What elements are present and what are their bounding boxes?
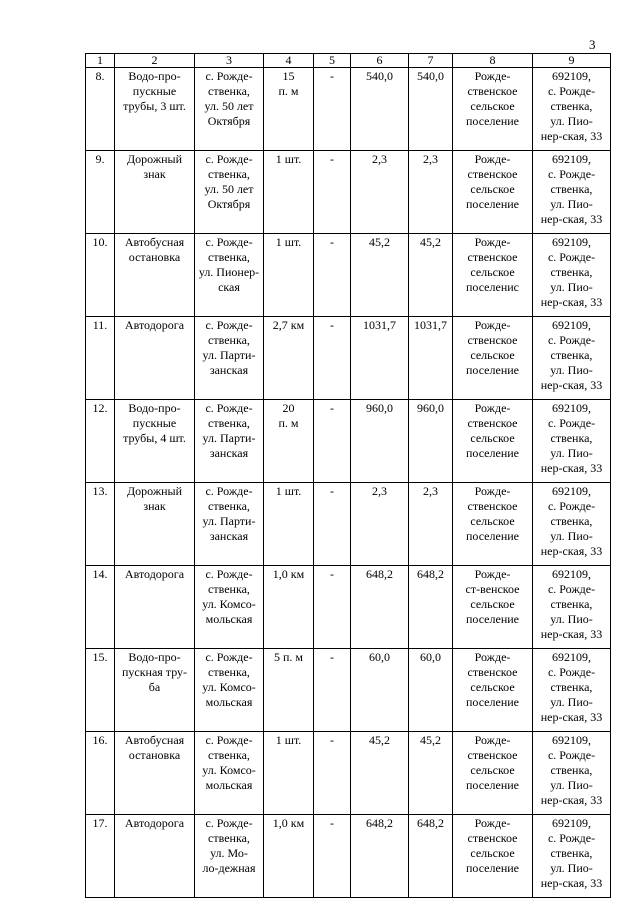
address-cell: 692109, с. Рожде- ственка, ул. Пио- нер-ская, 33 <box>533 68 611 151</box>
holder-cell: Рожде- ственское сельское поселение <box>453 649 533 732</box>
table-row <box>86 234 611 317</box>
location-cell: с. Рожде- ственка, ул. Мо- ло-дежная <box>195 815 264 898</box>
column-6-value-cell: 60,0 <box>351 649 409 732</box>
column-7-value-cell: 2,3 <box>409 483 453 566</box>
column-number: 4 <box>264 54 314 68</box>
table-row <box>86 68 611 151</box>
column-6-value-cell: 2,3 <box>351 483 409 566</box>
column-5-cell: - <box>314 483 351 566</box>
column-5-cell: - <box>314 234 351 317</box>
object-name-cell: Автобусная остановка <box>115 234 195 317</box>
column-number: 7 <box>409 54 453 68</box>
column-6-value-cell: 960,0 <box>351 400 409 483</box>
column-7-value-cell: 60,0 <box>409 649 453 732</box>
address-cell: 692109, с. Рожде- ственка, ул. Пио- нер-ская, 33 <box>533 234 611 317</box>
extent-cell: 1,0 км <box>264 815 314 898</box>
column-7-value-cell: 2,3 <box>409 151 453 234</box>
address-cell: 692109, с. Рожде- ственка, ул. Пио- нер-ская, 33 <box>533 151 611 234</box>
column-7-value-cell: 45,2 <box>409 234 453 317</box>
object-name-cell: Водо-про- пускные трубы, 3 шт. <box>115 68 195 151</box>
item-number-cell: 10. <box>86 234 115 317</box>
address-cell: 692109, с. Рожде- ственка, ул. Пио- нер-ская, 33 <box>533 732 611 815</box>
table-row <box>86 483 611 566</box>
location-cell: с. Рожде- ственка, ул. 50 лет Октября <box>195 151 264 234</box>
holder-cell: Рожде- ственское сельское поселение <box>453 732 533 815</box>
column-6-value-cell: 540,0 <box>351 68 409 151</box>
table-row <box>86 732 611 815</box>
holder-cell: Рожде- ственское сельское поселение <box>453 317 533 400</box>
column-number: 6 <box>351 54 409 68</box>
object-name-cell: Дорожный знак <box>115 483 195 566</box>
holder-cell: Рожде- ст-венское сельское поселение <box>453 566 533 649</box>
column-5-cell: - <box>314 317 351 400</box>
extent-cell: 2,7 км <box>264 317 314 400</box>
item-number-cell: 13. <box>86 483 115 566</box>
address-cell: 692109, с. Рожде- ственка, ул. Пио- нер-ская, 33 <box>533 649 611 732</box>
column-6-value-cell: 45,2 <box>351 732 409 815</box>
registry-rows <box>86 68 611 898</box>
object-name-cell: Автодорога <box>115 317 195 400</box>
column-5-cell: - <box>314 815 351 898</box>
item-number-cell: 16. <box>86 732 115 815</box>
item-number-cell: 15. <box>86 649 115 732</box>
address-cell: 692109, с. Рожде- ственка, ул. Пио- нер-ская, 33 <box>533 566 611 649</box>
extent-cell: 5 п. м <box>264 649 314 732</box>
location-cell: с. Рожде- ственка, ул. Парти- занская <box>195 400 264 483</box>
page-number: 3 <box>589 37 596 52</box>
column-6-value-cell: 648,2 <box>351 566 409 649</box>
item-number-cell: 11. <box>86 317 115 400</box>
extent-cell: 1 шт. <box>264 483 314 566</box>
column-6-value-cell: 648,2 <box>351 815 409 898</box>
column-5-cell: - <box>314 68 351 151</box>
location-cell: с. Рожде- ственка, ул. Комсо- мольская <box>195 732 264 815</box>
holder-cell: Рожде- ственское сельское поселение <box>453 483 533 566</box>
holder-cell: Рожде- ственское сельское поселение <box>453 400 533 483</box>
item-number-cell: 17. <box>86 815 115 898</box>
holder-cell: Рожде- ственское сельское поселение <box>453 68 533 151</box>
address-cell: 692109, с. Рожде- ственка, ул. Пио- нер-ская, 33 <box>533 483 611 566</box>
item-number-cell: 14. <box>86 566 115 649</box>
item-number-cell: 8. <box>86 68 115 151</box>
column-5-cell: - <box>314 649 351 732</box>
column-number-row <box>86 54 611 68</box>
table-row <box>86 317 611 400</box>
extent-cell: 1,0 км <box>264 566 314 649</box>
table-row <box>86 400 611 483</box>
address-cell: 692109, с. Рожде- ственка, ул. Пио- нер-ская, 33 <box>533 815 611 898</box>
column-5-cell: - <box>314 732 351 815</box>
extent-cell: 1 шт. <box>264 732 314 815</box>
object-name-cell: Водо-про- пускная тру- ба <box>115 649 195 732</box>
column-5-cell: - <box>314 400 351 483</box>
column-number: 9 <box>533 54 611 68</box>
extent-cell: 1 шт. <box>264 234 314 317</box>
column-5-cell: - <box>314 566 351 649</box>
column-7-value-cell: 648,2 <box>409 566 453 649</box>
extent-cell: 1 шт. <box>264 151 314 234</box>
table-row <box>86 566 611 649</box>
address-cell: 692109, с. Рожде- ственка, ул. Пио- нер-ская, 33 <box>533 317 611 400</box>
object-name-cell: Автобусная остановка <box>115 732 195 815</box>
object-name-cell: Автодорога <box>115 566 195 649</box>
holder-cell: Рожде- ственское сельское поселение <box>453 151 533 234</box>
holder-cell: Рожде- ственское сельское поселенис <box>453 234 533 317</box>
object-name-cell: Дорожный знак <box>115 151 195 234</box>
column-7-value-cell: 1031,7 <box>409 317 453 400</box>
table-row <box>86 151 611 234</box>
holder-cell: Рожде- ственское сельское поселение <box>453 815 533 898</box>
column-number: 3 <box>195 54 264 68</box>
location-cell: с. Рожде- ственка, ул. 50 лет Октября <box>195 68 264 151</box>
column-7-value-cell: 960,0 <box>409 400 453 483</box>
item-number-cell: 9. <box>86 151 115 234</box>
column-number: 8 <box>453 54 533 68</box>
extent-cell: 20 п. м <box>264 400 314 483</box>
location-cell: с. Рожде- ственка, ул. Комсо- мольская <box>195 566 264 649</box>
column-number: 2 <box>115 54 195 68</box>
column-6-value-cell: 1031,7 <box>351 317 409 400</box>
location-cell: с. Рожде- ственка, ул. Пионер- ская <box>195 234 264 317</box>
location-cell: с. Рожде- ственка, ул. Комсо- мольская <box>195 649 264 732</box>
column-number: 5 <box>314 54 351 68</box>
column-7-value-cell: 648,2 <box>409 815 453 898</box>
item-number-cell: 12. <box>86 400 115 483</box>
column-7-value-cell: 45,2 <box>409 732 453 815</box>
location-cell: с. Рожде- ственка, ул. Парти- занская <box>195 317 264 400</box>
address-cell: 692109, с. Рожде- ственка, ул. Пио- нер-ская, 33 <box>533 400 611 483</box>
location-cell: с. Рожде- ственка, ул. Парти- занская <box>195 483 264 566</box>
column-6-value-cell: 45,2 <box>351 234 409 317</box>
column-6-value-cell: 2,3 <box>351 151 409 234</box>
property-registry-table <box>85 53 611 898</box>
column-number: 1 <box>86 54 115 68</box>
table-row <box>86 815 611 898</box>
table-row <box>86 649 611 732</box>
object-name-cell: Автодорога <box>115 815 195 898</box>
object-name-cell: Водо-про- пускные трубы, 4 шт. <box>115 400 195 483</box>
extent-cell: 15 п. м <box>264 68 314 151</box>
column-5-cell: - <box>314 151 351 234</box>
column-7-value-cell: 540,0 <box>409 68 453 151</box>
